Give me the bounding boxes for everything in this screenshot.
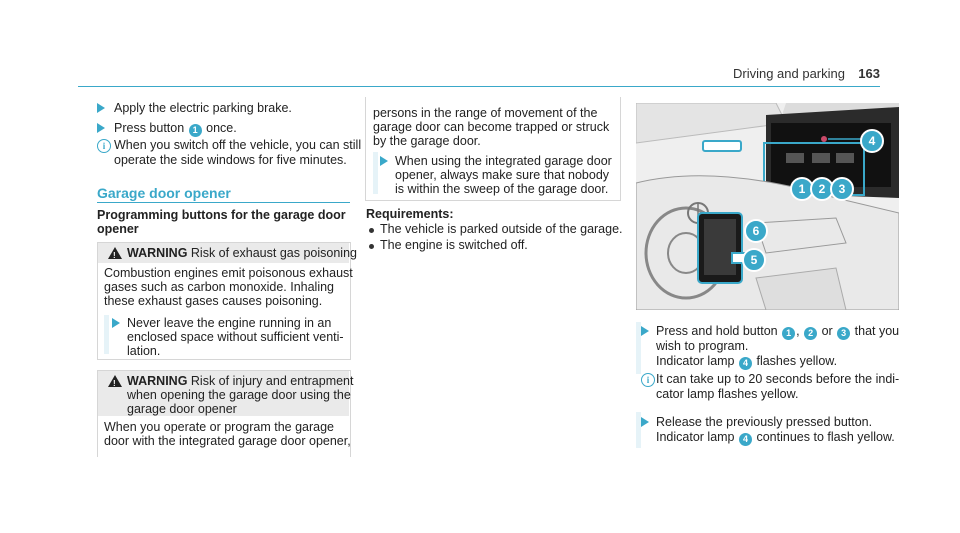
section-rule — [97, 202, 350, 203]
warning-cont-l1: persons in the range of movement of the — [373, 106, 598, 120]
step-arrow-icon — [97, 103, 105, 113]
step-text: flashes yellow. — [756, 354, 838, 368]
car-interior-illustration — [636, 103, 899, 310]
section-title: Garage door opener — [97, 185, 231, 201]
subheading-l2: opener — [97, 222, 139, 236]
step-text: or — [821, 324, 833, 338]
warning-cont-l2: garage door can become trapped or struck — [373, 120, 610, 134]
figure-callout: 1 — [798, 182, 806, 196]
step-arrow-icon — [97, 123, 105, 133]
warning-body-l2: door with the integrated garage door opener, — [104, 434, 351, 448]
warning-step-l3: is within the sweep of the garage door. — [395, 182, 609, 196]
step-text: once. — [206, 121, 237, 135]
step-press-hold — [656, 324, 899, 340]
step-text: that you — [854, 324, 900, 338]
step-text: Press and hold button — [656, 324, 778, 338]
step-arrow-icon — [112, 318, 120, 328]
step-indicator-continues — [656, 430, 895, 446]
figure-callout: 6 — [752, 224, 760, 238]
warning-title: Risk of exhaust gas poisoning — [190, 246, 357, 260]
warning-step-l2: enclosed space without sufficient venti- — [127, 330, 344, 344]
warning-title-line — [127, 246, 357, 261]
info-text-l1: It can take up to 20 seconds before the indi- — [656, 372, 900, 386]
page-number: 163 — [858, 66, 880, 81]
warning-body-l2: gases such as carbon monoxide. Inhaling — [104, 280, 335, 294]
requirements-title: Requirements: — [366, 207, 454, 221]
step-indicator-line — [656, 354, 837, 370]
step-text: Indicator lamp — [656, 430, 735, 444]
figure-callout: 5 — [750, 253, 758, 267]
warning-body-l1: When you operate or program the garage — [104, 420, 334, 434]
warning-cont-l3: by the garage door. — [373, 134, 481, 148]
info-windows-l2: operate the side windows for five minutes. — [114, 153, 347, 167]
warning-label: WARNING — [127, 374, 188, 388]
figure-callout: 4 — [868, 134, 876, 148]
warning-title-l2: when opening the garage door using the — [127, 388, 351, 402]
callout-1-badge: 1 — [189, 124, 202, 137]
requirement-item: The vehicle is parked outside of the garage. — [380, 222, 623, 236]
step-text: Press button — [114, 121, 185, 135]
warning-title-l3: garage door opener — [127, 402, 237, 416]
callout-3-badge: 3 — [837, 327, 850, 340]
warning-step-l2: opener, always make sure that nobody — [395, 168, 610, 182]
warning-title: Risk of injury and entrapment — [190, 374, 354, 388]
info-icon: i — [641, 373, 655, 387]
callout-1-badge: 1 — [782, 327, 795, 340]
warning-label: WARNING — [127, 246, 188, 260]
step-arrow-icon — [641, 326, 649, 336]
warning-body-l1: Combustion engines emit poisonous exhaust — [104, 266, 353, 280]
warning-step-l1: Never leave the engine running in an — [127, 316, 332, 330]
callout-2-badge: 2 — [804, 327, 817, 340]
step-text: Indicator lamp — [656, 354, 735, 368]
info-windows-l1: When you switch off the vehicle, you can still — [114, 138, 362, 152]
callout-4-badge: 4 — [739, 433, 752, 446]
requirement-item: The engine is switched off. — [380, 238, 528, 252]
step-arrow-icon — [641, 417, 649, 427]
step-release: Release the previously pressed button. — [656, 415, 873, 429]
step-press-button — [114, 121, 237, 137]
figure-car-interior — [636, 103, 899, 310]
warning-title-line — [127, 374, 354, 389]
step-text: continues to flash yellow. — [756, 430, 895, 444]
info-text-l2: cator lamp flashes yellow. — [656, 387, 799, 401]
warning-step-l1: When using the integrated garage door — [395, 154, 612, 168]
subheading-l1: Programming buttons for the garage door — [97, 208, 346, 222]
bullet-icon — [369, 244, 374, 249]
bullet-icon — [369, 228, 374, 233]
running-header-title: Driving and parking — [732, 66, 845, 81]
step-text: , — [796, 324, 800, 338]
step-bar — [104, 315, 109, 354]
header-rule — [78, 86, 880, 87]
figure-callout: 2 — [818, 182, 826, 196]
callout-4-badge: 4 — [739, 357, 752, 370]
step-text-l2: wish to program. — [656, 339, 749, 353]
figure-callout: 3 — [838, 182, 846, 196]
step-bar — [373, 152, 378, 194]
info-icon: i — [97, 139, 111, 153]
warning-body-l3: these exhaust gases causes poisoning. — [104, 294, 323, 308]
step-apply-brake: Apply the electric parking brake. — [114, 101, 292, 115]
warning-step-l3: lation. — [127, 344, 161, 358]
step-arrow-icon — [380, 156, 388, 166]
